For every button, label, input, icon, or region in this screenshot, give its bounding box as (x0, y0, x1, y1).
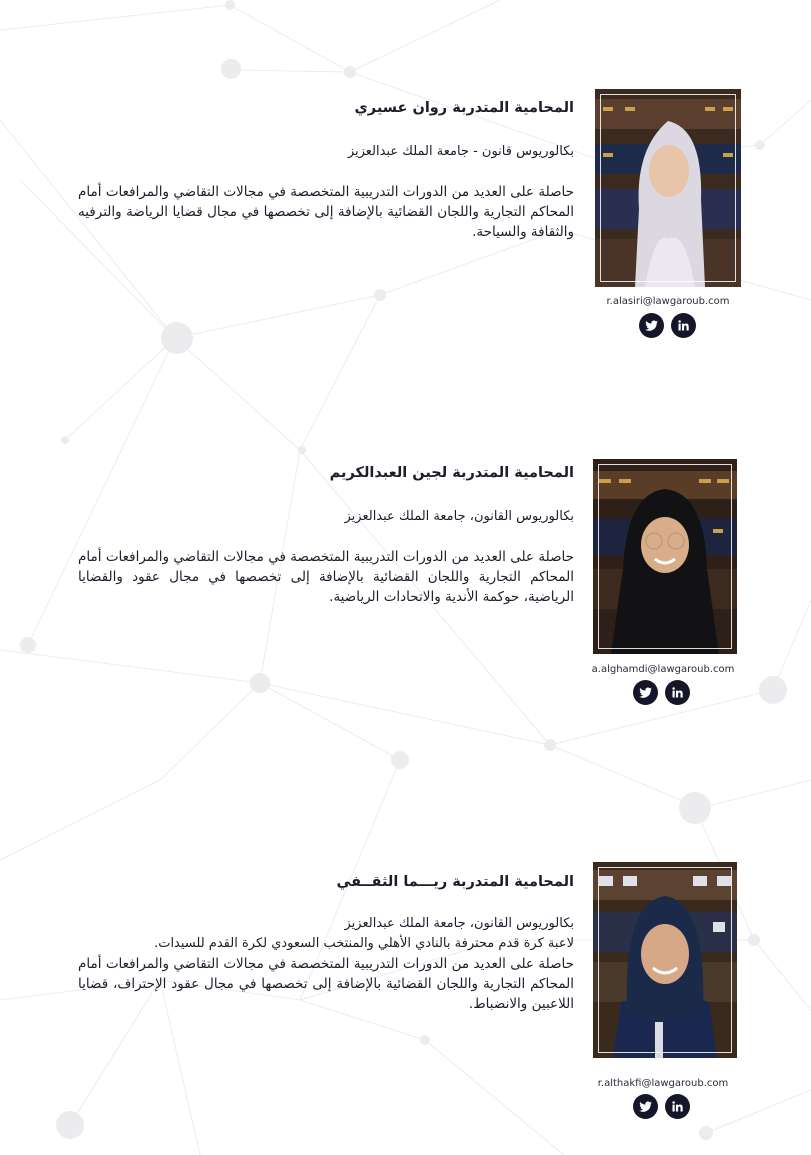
profile-description: حاصلة على العديد من الدورات التدريبية المتخصصة في مجالات التقاضي والمرافعات أمام المحاكم التجارية واللجان القضائية بالإضافة إلى تخصصها في مجال عقود الإحتراف، قضايا اللاعبين والانضباط. (78, 956, 574, 1012)
photo-illustration (595, 89, 741, 287)
profile-name: المحامية المتدربة لجين العبدالكريم (329, 465, 574, 481)
twitter-icon[interactable] (639, 313, 664, 338)
photo-illustration (593, 862, 737, 1058)
profile-description: حاصلة على العديد من الدورات التدريبية المتخصصة في مجالات التقاضي والمرافعات أمام المحاكم التجارية واللجان القضائية بالإضافة إلى تخصصها في مجال قضايا الرياضة والترفيه والثقافة والسياحة. (78, 184, 574, 240)
social-links (633, 1094, 690, 1119)
profile-degree: بكالوريوس القانون، جامعة الملك عبدالعزيز (344, 509, 574, 524)
linkedin-icon[interactable] (671, 313, 696, 338)
profile-name: المحامية المتدربة ريـــما الثقــفي (336, 874, 574, 890)
profile-text (78, 463, 574, 607)
twitter-icon[interactable] (633, 680, 658, 705)
profile-email[interactable]: r.alasiri@lawgaroub.com (606, 296, 730, 307)
profile-name: المحامية المتدربة روان عسيري (354, 100, 574, 116)
profile-degree: بكالوريوس القانون، جامعة الملك عبدالعزيز (344, 916, 574, 931)
profile-email[interactable]: r.althakfi@lawgaroub.com (597, 1078, 729, 1089)
profile-photo (593, 862, 737, 1058)
profile-text (78, 872, 574, 1014)
profile-degree: بكالوريوس قانون - جامعة الملك عبدالعزيز (347, 144, 574, 159)
social-links (633, 680, 690, 705)
social-links (639, 313, 696, 338)
profile-achievement: لاعبة كرة قدم محترفة بالنادي الأهلي والمنتخب السعودي لكرة القدم للسيدات. (154, 936, 574, 951)
profile-text (78, 98, 574, 242)
linkedin-icon[interactable] (665, 680, 690, 705)
photo-illustration (593, 459, 737, 654)
linkedin-icon[interactable] (665, 1094, 690, 1119)
twitter-icon[interactable] (633, 1094, 658, 1119)
profile-photo (595, 89, 741, 287)
profile-photo (593, 459, 737, 654)
profile-description: حاصلة على العديد من الدورات التدريبية المتخصصة في مجالات التقاضي والمرافعات أمام المحاكم التجارية واللجان القضائية بالإضافة إلى تخصصها في مجال عقود والقضايا الرياضية، حوكمة الأندية والاتحادات الرياضية. (78, 549, 574, 605)
profile-email[interactable]: a.alghamdi@lawgaroub.com (591, 664, 735, 675)
